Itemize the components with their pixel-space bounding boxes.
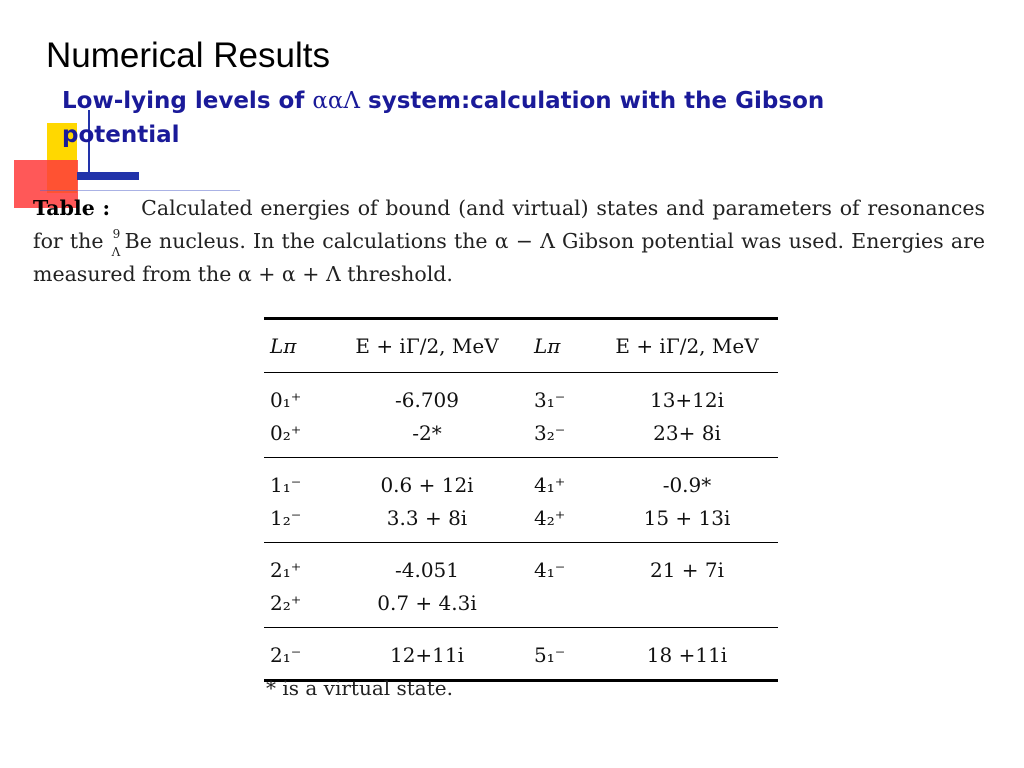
cell-state: 2₂⁺	[270, 590, 302, 615]
cell-state: 0₂⁺	[270, 420, 302, 445]
header-l-pi-1: Lπ	[270, 334, 297, 358]
cell-energy: 0.6 + 12i	[380, 472, 474, 497]
row-group-2	[264, 543, 778, 628]
subtitle	[62, 84, 942, 152]
cell-state: 4₁⁺	[534, 472, 566, 497]
row-group-1	[264, 458, 778, 543]
cell-state: 2₁⁺	[270, 557, 302, 582]
cell-energy: 18 +11i	[646, 642, 728, 667]
cell-state: 3₁⁻	[534, 387, 566, 412]
cell-state: 5₁⁻	[534, 642, 566, 667]
cell-energy: -0.9*	[662, 472, 712, 497]
cell-energy	[596, 586, 778, 628]
cell-state: 3₂⁻	[534, 420, 566, 445]
cell-state: 4₁⁻	[534, 557, 566, 582]
subtitle-prefix: Low-lying levels of	[62, 88, 313, 114]
results-table	[264, 317, 778, 682]
cell-energy: -6.709	[394, 387, 459, 412]
table-row	[264, 543, 778, 587]
cell-energy: 15 + 13i	[643, 505, 731, 530]
subtitle-greek: ααΛ	[312, 88, 361, 114]
table-row	[264, 628, 778, 681]
table-header-row	[264, 319, 778, 373]
cell-state: 1₁⁻	[270, 472, 302, 497]
header-energy-2: E + iΓ/2, MeV	[615, 334, 759, 358]
cell-state: 2₁⁻	[270, 642, 302, 667]
subtitle-suffix: system:calculation with the Gibson potential	[62, 88, 825, 148]
table-caption	[33, 192, 985, 291]
isotope-element: Be	[124, 229, 152, 253]
caption-text-1: Calculated energies of bound (and virtual) states and parameters of resonances for the	[33, 196, 985, 253]
table-row	[264, 458, 778, 502]
row-group-0	[264, 373, 778, 458]
header-energy-1: E + iΓ/2, MeV	[355, 334, 499, 358]
caption-text-2: nucleus. In the calculations the α − Λ Gibson potential was used. Energies are measured from the α + α + Λ threshold.	[33, 229, 985, 286]
row-group-3	[264, 628, 778, 681]
isotope-notation	[111, 227, 125, 259]
cell-state	[528, 586, 596, 628]
table-row	[264, 501, 778, 543]
cell-state: 1₂⁻	[270, 505, 302, 530]
cell-energy: 21 + 7i	[649, 557, 725, 582]
isotope-mass: 9	[112, 227, 121, 241]
cell-state: 4₂⁺	[534, 505, 566, 530]
table-row	[264, 586, 778, 628]
cell-energy: -4.051	[394, 557, 459, 582]
page-title: Numerical Results	[46, 36, 330, 75]
decorative-blue-bar	[77, 172, 139, 180]
footnote: * is a virtual state.	[266, 676, 453, 700]
caption-colon: :	[102, 196, 111, 220]
cell-energy: 3.3 + 8i	[386, 505, 468, 530]
cell-energy: 13+12i	[649, 387, 725, 412]
cell-energy: -2*	[412, 420, 442, 445]
table-row	[264, 416, 778, 458]
cell-state: 0₁⁺	[270, 387, 302, 412]
header-l-pi-2: Lπ	[534, 334, 561, 358]
isotope-subscript: Λ	[111, 245, 121, 259]
table-row	[264, 373, 778, 417]
decorative-horizontal-line	[40, 190, 240, 191]
caption-label: Table	[33, 196, 95, 220]
cell-energy: 12+11i	[389, 642, 465, 667]
cell-energy: 23+ 8i	[653, 420, 721, 445]
cell-energy: 0.7 + 4.3i	[377, 590, 477, 615]
